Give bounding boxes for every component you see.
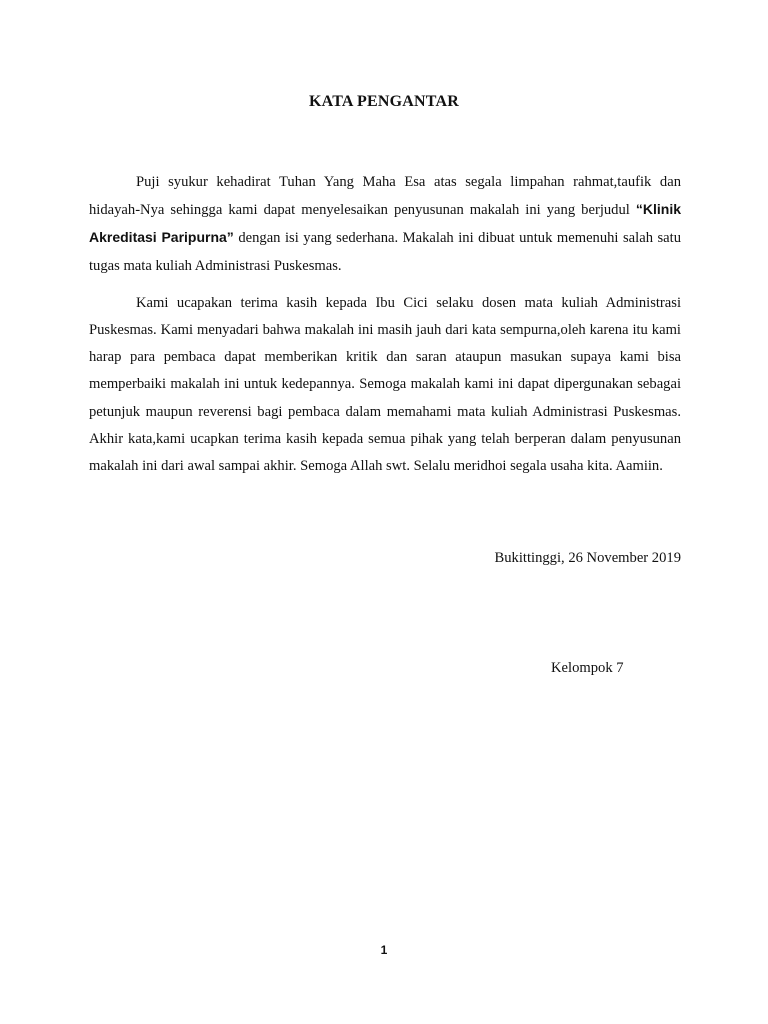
page-title: KATA PENGANTAR [309,93,459,110]
paragraph-1-before: Puji syukur kehadirat Tuhan Yang Maha Esa atas segala limpahan rahmat,taufik dan hidayah-Nya sehingga kami dapat menyelesaikan penyusunan makalah ini yang berjudul [89,174,681,219]
place-date: Bukittinggi, 26 November 2019 [494,550,681,566]
paragraph-1 [89,169,681,280]
paragraph-2: Kami ucapakan terima kasih kepada Ibu Cici selaku dosen mata kuliah Administrasi Puskesmas. Kami menyadari bahwa makalah ini masih jauh dari kata sempurna,oleh karena itu kami harap para pembaca dapat memberikan kritik dan saran ataupun masukan supaya kami bisa memperbaiki makalah ini untuk kedepannya. Semoga makalah kami ini dapat dipergunakan sebagai petunjuk maupun reverensi bagi pembaca dalam memahami mata kuliah Administrasi Puskesmas. Akhir kata,kami ucapkan terima kasih kepada semua pihak yang telah berperan dalam penyusunan makalah ini dari awal sampai akhir. Semoga Allah swt. Selalu meridhoi segala usaha kita. Aamiin. [89,294,681,475]
page-number: 1 [380,943,388,957]
paragraph-1-after: dengan isi yang sederhana. Makalah ini dibuat untuk memenuhi salah satu tugas mata kuliah Administrasi Puskesmas. [89,230,682,274]
signature-group: Kelompok 7 [551,660,624,676]
body-text [89,169,681,480]
paper-title-emphasis: “Klinik Akreditasi Paripurna” [89,201,681,246]
